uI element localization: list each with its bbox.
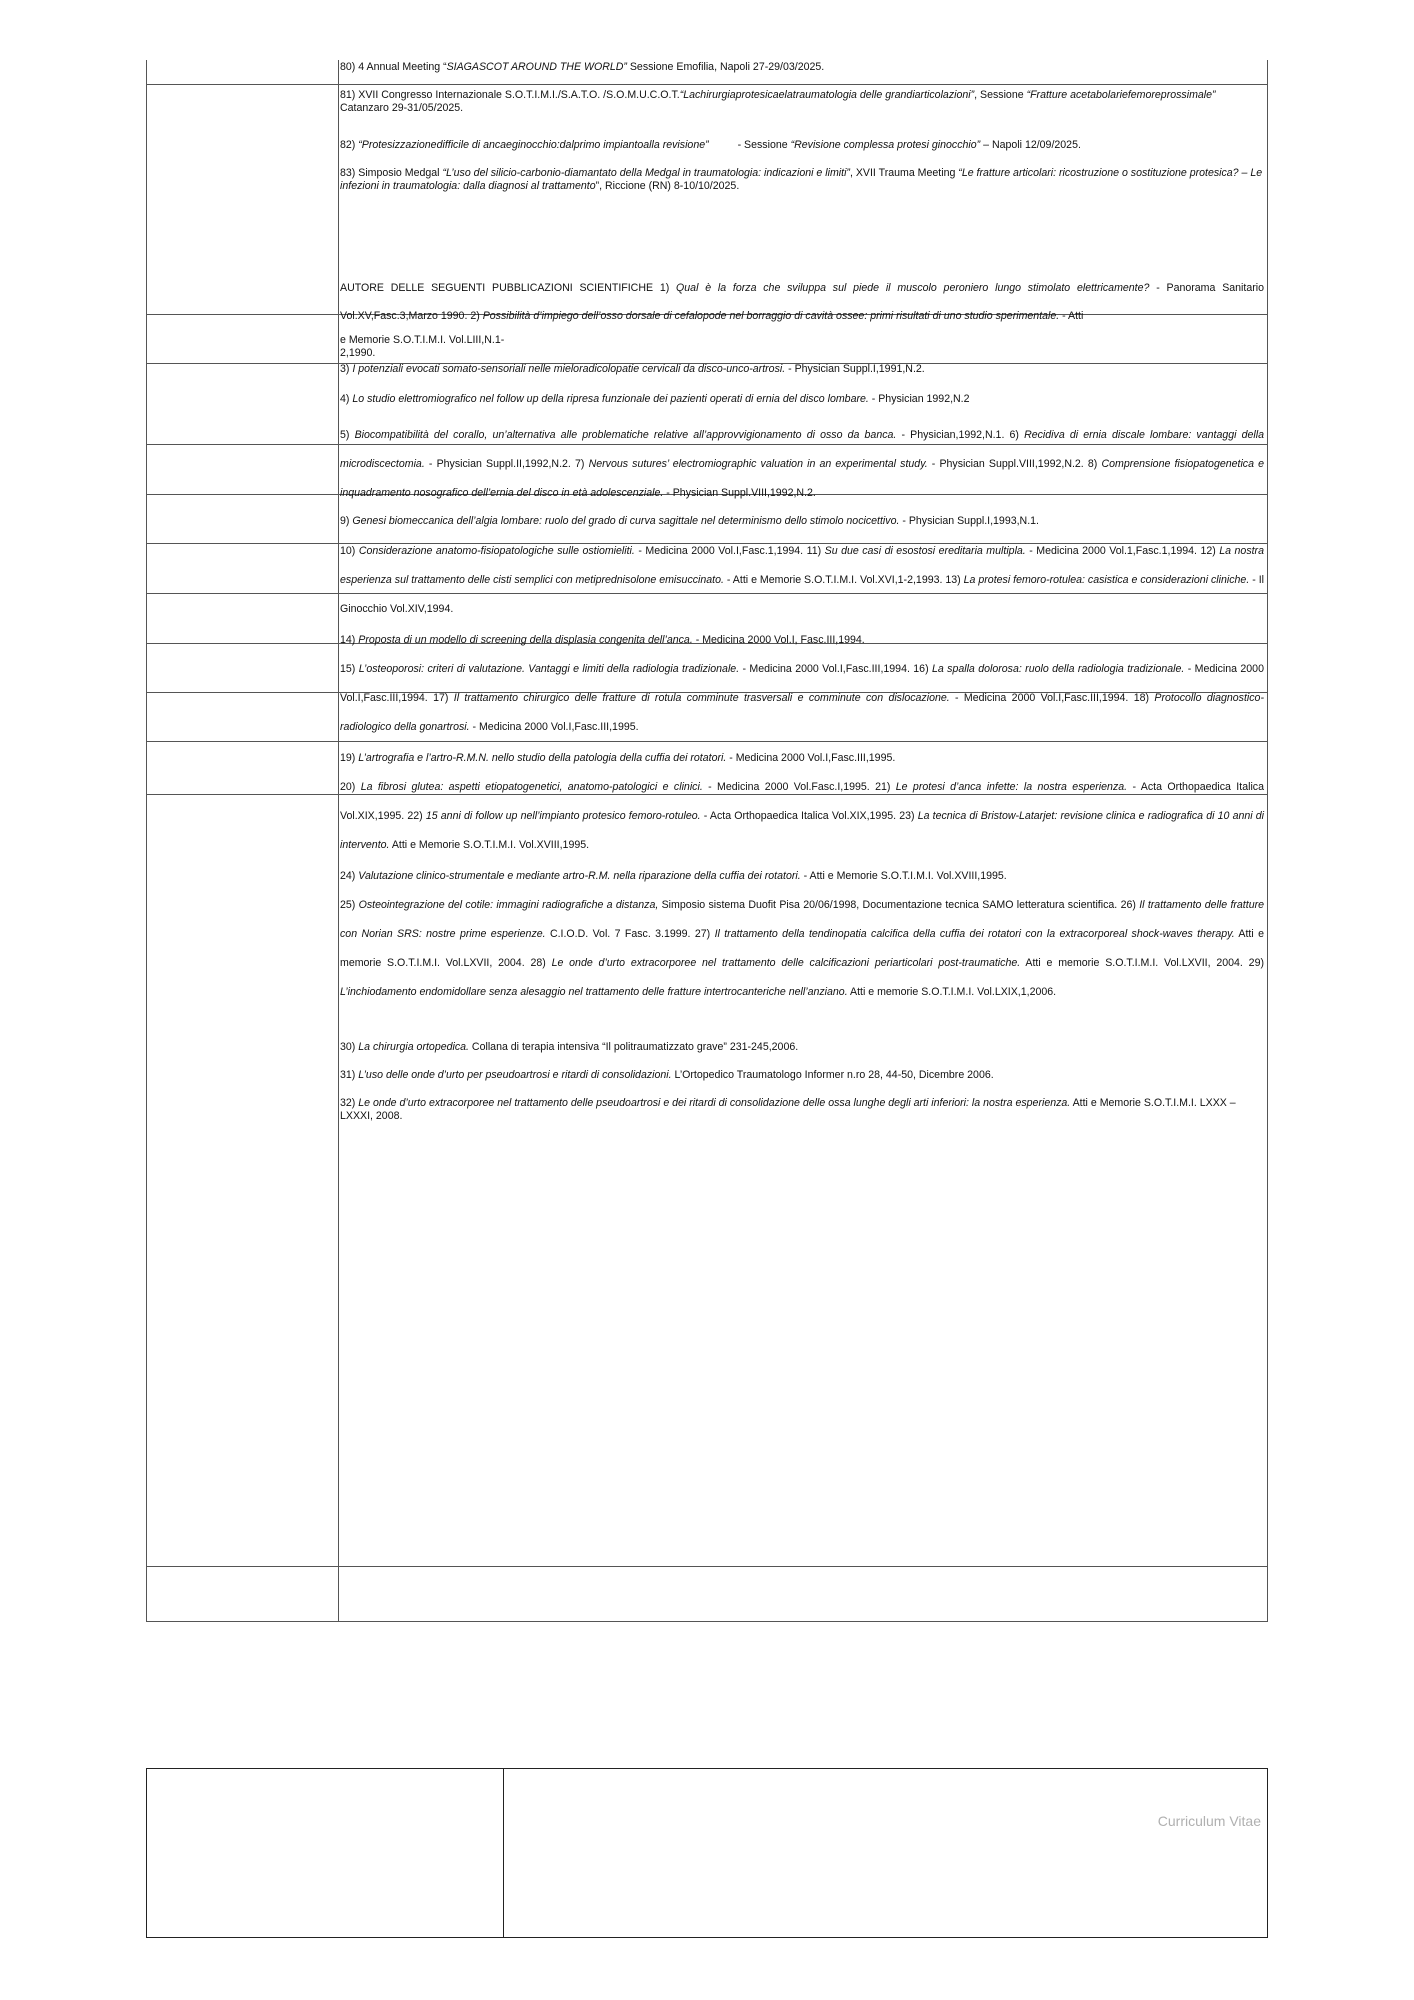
conference-item-80: 80) 4 Annual Meeting “SIAGASCOT AROUND THE WORLD” Sessione Emofilia, Napoli 27-29/03/2025.	[340, 61, 825, 73]
publication-32: 32) Le onde d’urto extracorporee nel trattamento delle pseudoartrosi e dei ritardi di consolidazione delle ossa lunghe degli arti inferiori: la nostra esperienza. Atti e Memorie S.O.T.I.M.I. LXXX – LXXXI, 2008.	[340, 1097, 1236, 1122]
publications-block-5-8: 5) Biocompatibilità del corallo, un’alternativa alle problematiche relative all’approvvigionamento di osso da banca. - Physician,1992,N.1. 6) Recidiva di ernia discale lombare: vantaggi della microdiscectomia. - Physician Suppl.II,1992,N.2. 7) Nervous sutures’ electromiographic valuation in an experimental study. - Physician Suppl.VIII,1992,N.2. 8) Comprensione fisiopatogenetica e inquadramento nosografico dell’ernia del disco in età adolescenziale. - Physician Suppl.VIII,1992,N.2.	[340, 429, 1265, 499]
footer-label: Curriculum Vitae	[1157, 1813, 1261, 1829]
publication-19: 19) L’artrografia e l’artro-R.M.N. nello studio della patologia della cuffia dei rotatori. - Medicina 2000 Vol.I,Fasc.III,1995.	[340, 752, 896, 764]
footer-divider	[503, 1769, 504, 1937]
publication-4: 4) Lo studio elettromiografico nel follow up della ripresa funzionale dei pazienti operati di ernia del disco lombare. - Physician 1992,N.2	[340, 393, 970, 405]
conference-item-83: 83) Simposio Medgal “L’uso del silicio-carbonio-diamantato della Medgal in traumatologia: indicazioni e limiti”, XVII Trauma Meeting “Le fratture articolari: ricostruzione o sostituzione protesica? – Le infezioni in traumatologia: dalla diagnosi al trattamento”, Riccione (RN) 8-10/10/2025.	[340, 167, 1263, 192]
conference-item-82: 82) “Protesizzazionedifficile di ancaeginocchio:dalprimo impiantoalla revisione” - Sessione “Revisione complessa protesi ginocchio” – Napoli 12/09/2025.	[340, 139, 1081, 151]
publications-heading: AUTORE DELLE SEGUENTI PUBBLICAZIONI SCIENTIFICHE	[340, 282, 654, 294]
publication-14: 14) Proposta di un modello di screening della displasia congenita dell’anca. - Medicina 2000 Vol.I, Fasc.III,1994.	[340, 634, 865, 646]
publications-block-15-18: 15) L’osteoporosi: criteri di valutazione. Vantaggi e limiti della radiologia tradizionale. - Medicina 2000 Vol.I,Fasc.III,1994. 16) La spalla dolorosa: ruolo della radiologia tradizionale. - Medicina 2000 Vol.I,Fasc.III,1994. 17) Il trattamento chirurgico delle fratture di rotula comminute trasversali e comminute con dislocazione. - Medicina 2000 Vol.I,Fasc.III,1994. 18) Protocollo diagnostico-radiologico della gonartrosi. - Medicina 2000 Vol.I,Fasc.III,1995.	[340, 663, 1264, 733]
publication-9: 9) Genesi biomeccanica dell’algia lombare: ruolo del grado di curva sagittale nel determinismo dello stimolo nocicettivo. - Physician Suppl.I,1993,N.1.	[340, 515, 1039, 527]
publications-block-20-23: 20) La fibrosi glutea: aspetti etiopatogenetici, anatomo-patologici e clinici. - Medicina 2000 Vol.Fasc.I,1995. 21) Le protesi d’anca infette: la nostra esperienza. - Acta Orthopaedica Italica Vol.XIX,1995. 22) 15 anni di follow up nell’impianto protesico femoro-rotuleo. - Acta Orthopaedica Italica Vol.XIX,1995. 23) La tecnica di Bristow-Latarjet: revisione clinica e radiografica di 10 anni di intervento. Atti e Memorie S.O.T.I.M.I. Vol.XVIII,1995.	[340, 781, 1265, 851]
publications-block-1-2: AUTORE DELLE SEGUENTI PUBBLICAZIONI SCIENTIFICHE 1) Qual è la forza che sviluppa sul piede il muscolo peroniero lungo stimolato elettricamente? - Panorama Sanitario Vol.XV,Fasc.3,Marzo 1990. 2) Possibilità d’impiego dell’osso dorsale di cefalopode nel borraggio di cavità ossee: primi risultati di uno studio sperimentale. - Atti	[340, 282, 1264, 322]
publication-2-continuation: e Memorie S.O.T.I.M.I. Vol.LIII,N.1- 2,1990.	[340, 334, 505, 359]
page-footer	[146, 1768, 1268, 1938]
publication-30: 30) La chirurgia ortopedica. Collana di terapia intensiva “Il politraumatizzato grave” 231-245,2006.	[340, 1041, 799, 1053]
row-divider	[146, 84, 1268, 85]
publication-31: 31) L’uso delle onde d’urto per pseudoartrosi e ritardi di consolidazioni. L’Ortopedico Traumatologo Informer n.ro 28, 44-50, Dicembre 2006.	[340, 1069, 994, 1081]
publication-24: 24) Valutazione clinico-strumentale e mediante artro-R.M. nella riparazione della cuffia dei rotatori. - Atti e Memorie S.O.T.I.M.I. Vol.XVIII,1995.	[340, 870, 1007, 882]
publications-block-10-13: 10) Considerazione anatomo-fisiopatologiche sulle ostiomieliti. - Medicina 2000 Vol.I,Fasc.1,1994. 11) Su due casi di esostosi ereditaria multipla. - Medicina 2000 Vol.1,Fasc.1,1994. 12) La nostra esperienza sul trattamento delle cisti semplici con metiprednisolone emisuccinato. - Atti e Memorie S.O.T.I.M.I. Vol.XVI,1-2,1993. 13) La protesi femoro-rotulea: casistica e considerazioni cliniche. - Il Ginocchio Vol.XIV,1994.	[340, 545, 1265, 615]
publication-3: 3) I potenziali evocati somato-sensoriali nelle mieloradicolopatie cervicali da disco-unco-artrosi. - Physician Suppl.I,1991,N.2.	[340, 363, 925, 375]
row-divider	[146, 1566, 1268, 1567]
column-divider	[338, 60, 339, 1622]
publications-block-25-29: 25) Osteointegrazione del cotile: immagini radiografiche a distanza, Simposio sistema Duofit Pisa 20/06/1998, Documentazione tecnica SAMO letteratura scientifica. 26) Il trattamento delle fratture con Norian SRS: nostre prime esperienze. C.I.O.D. Vol. 7 Fasc. 3.1999. 27) Il trattamento della tendinopatia calcifica della cuffia dei rotatori con la extracorporeal shock-waves therapy. Atti e memorie S.O.T.I.M.I. Vol.LXVII, 2004. 28) Le onde d’urto extracorporee nel trattamento delle calcificazioni periarticolari post-traumatiche. Atti e memorie S.O.T.I.M.I. Vol.LXVII, 2004. 29) L’inchiodamento endomidollare senza alesaggio nel trattamento delle fratture intertrocanteriche nell’anziano. Atti e memorie S.O.T.I.M.I. Vol.LXIX,1,2006.	[340, 899, 1265, 998]
conference-item-81: 81) XVII Congresso Internazionale S.O.T.I.M.I./S.A.T.O. /S.O.M.U.C.O.T.“Lachirurgiaprotesicaelatraumatologia delle grandiarticolazioni”, Sessione “Fratture acetabolariefemoreprossimale” Catanzaro 29-31/05/2025.	[340, 89, 1216, 114]
